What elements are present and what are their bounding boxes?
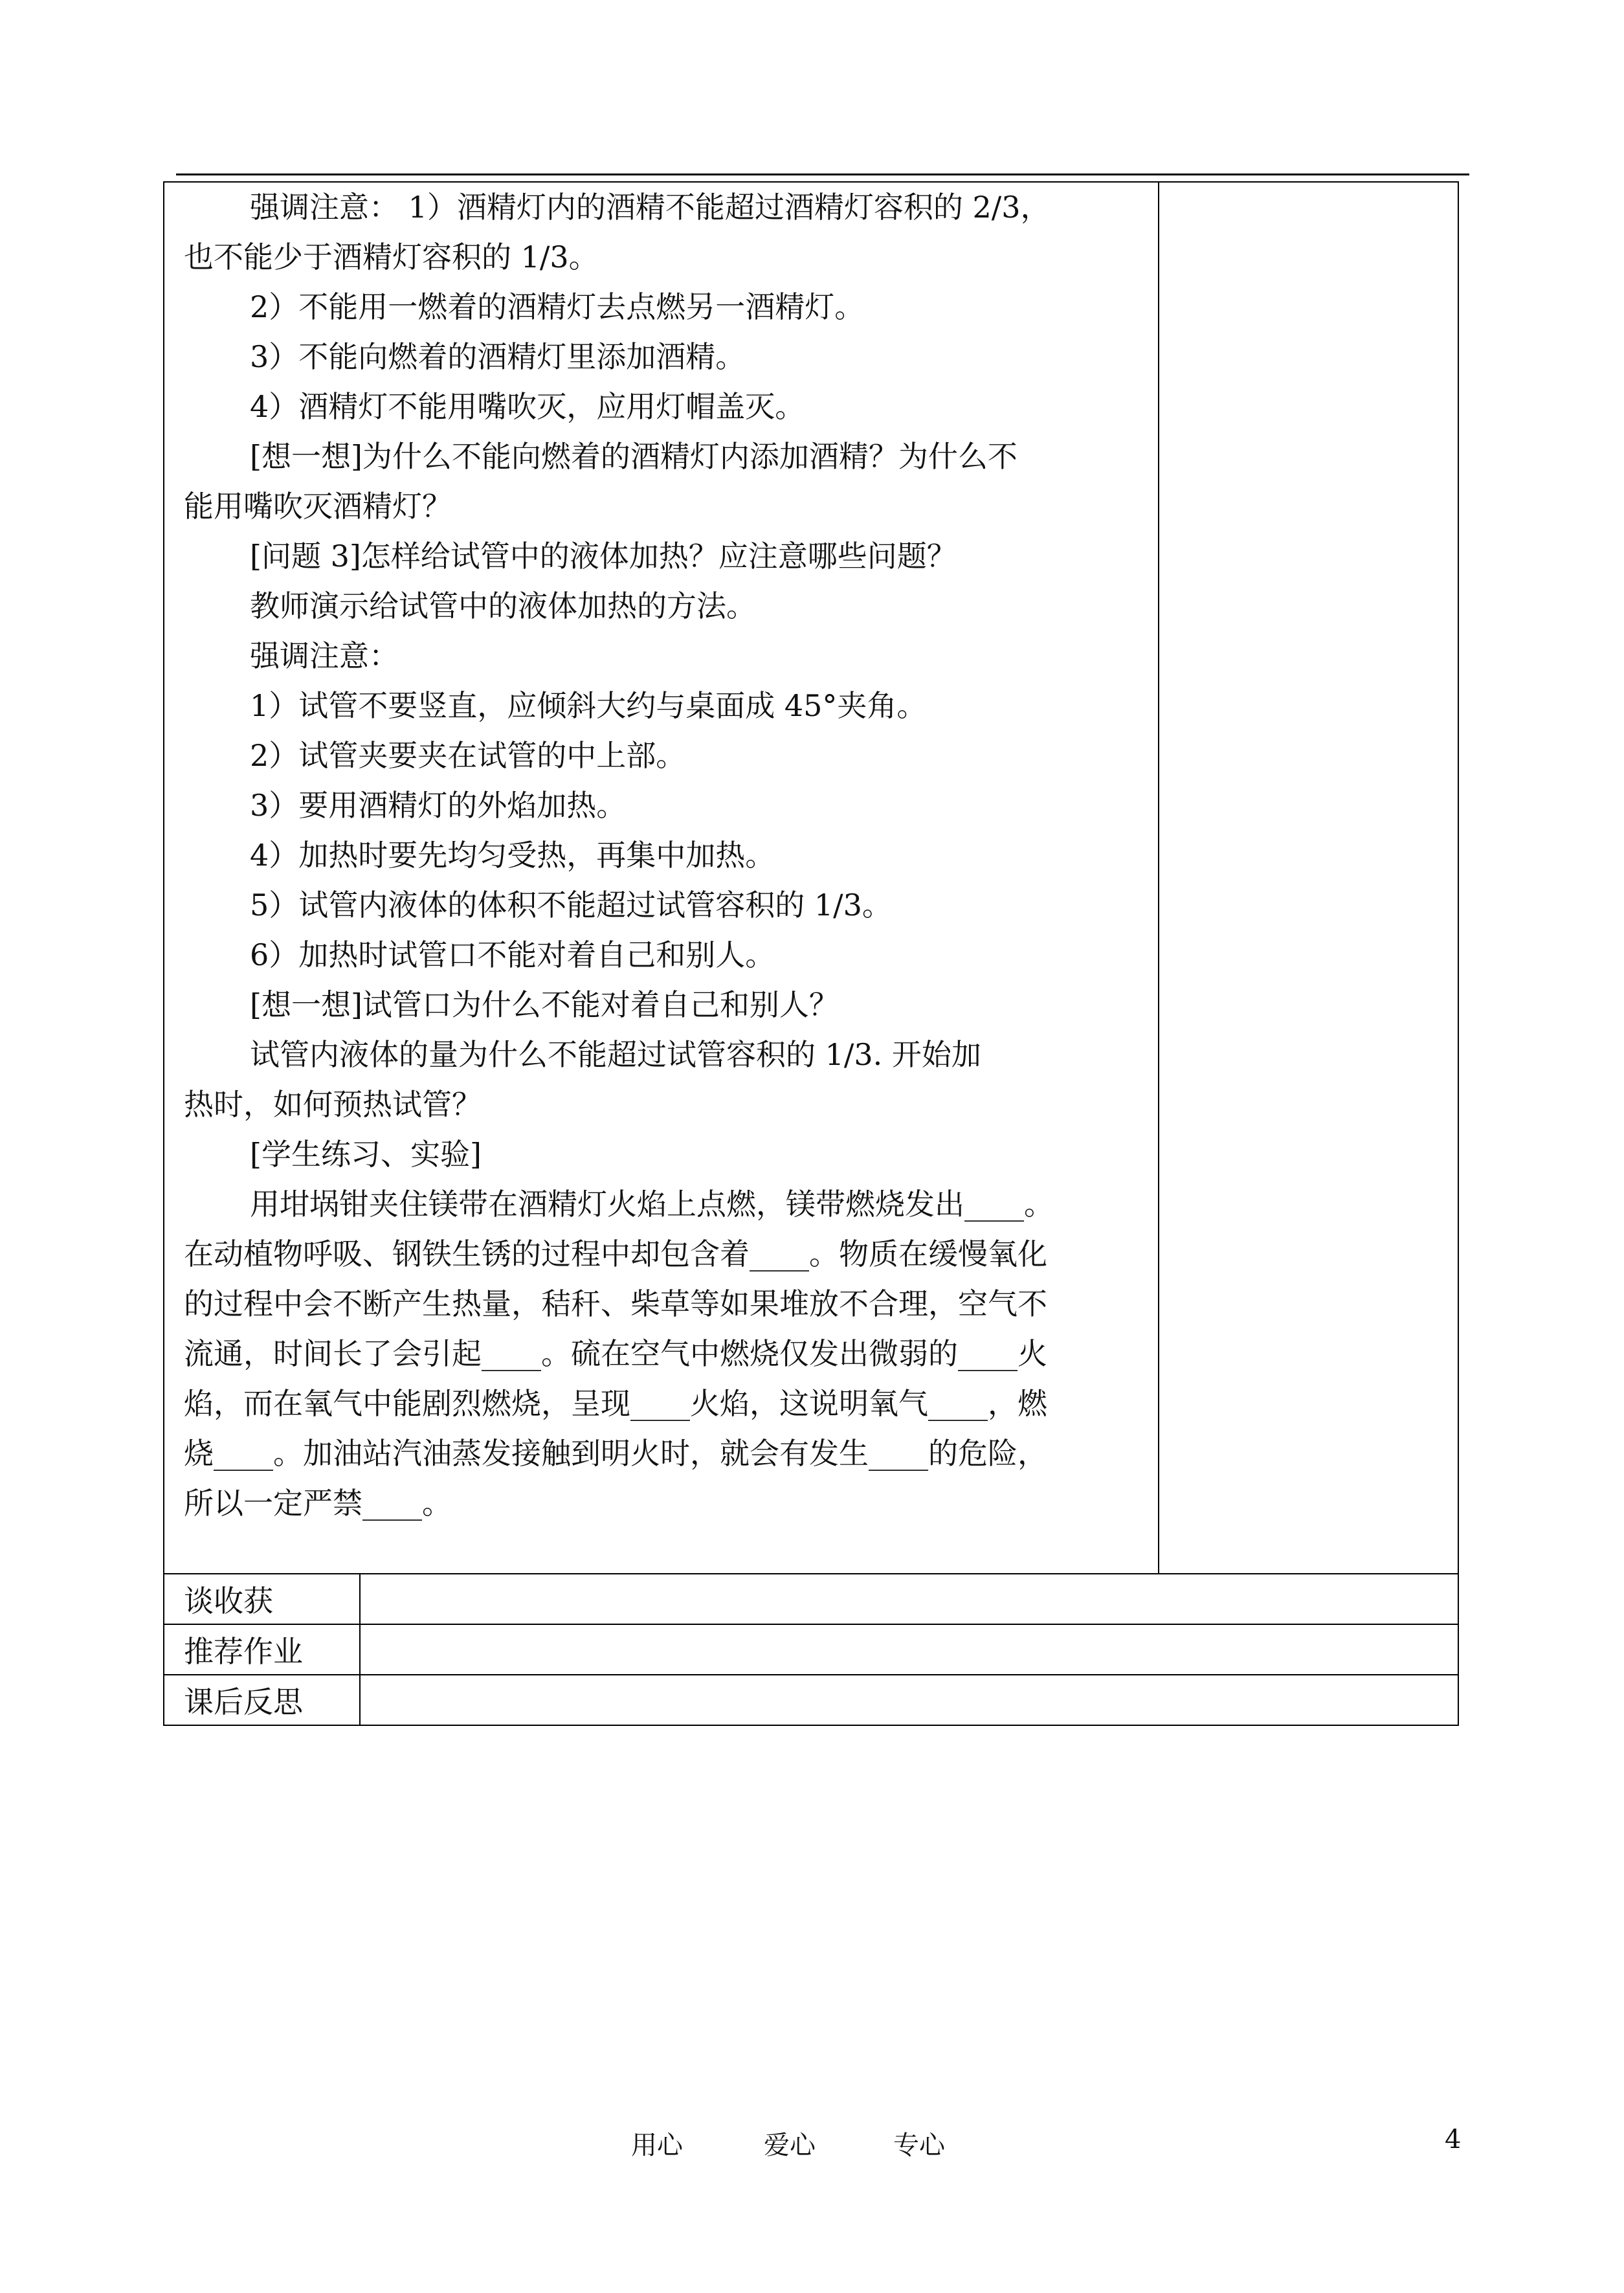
- row-value-harvest: [360, 1574, 1458, 1624]
- lesson-plan-table: [163, 181, 1459, 1726]
- header-rule: [176, 173, 1469, 175]
- content-line: 3）不能向燃着的酒精灯里添加酒精。: [250, 339, 746, 374]
- content-line: 强调注意：: [250, 638, 399, 673]
- footer-motto-3: 专心: [893, 2131, 945, 2160]
- notes-column-cell: [1159, 182, 1458, 1574]
- content-line: [想一想]试管口为什么不能对着自己和别人？: [250, 987, 839, 1022]
- table-row: [164, 1574, 1458, 1624]
- page-footer: [0, 2125, 1624, 2164]
- row-label-homework: 推荐作业: [164, 1624, 360, 1675]
- content-line: 焰，而在氧气中能剧烈燃烧，呈现____火焰，这说明氧气____，燃: [184, 1386, 1047, 1421]
- content-line: 6）加热时试管口不能对着自己和别人。: [250, 937, 775, 972]
- content-line: 用坩埚钳夹住镁带在酒精灯火焰上点燃，镁带燃烧发出____。: [250, 1187, 1054, 1222]
- content-line: 的过程中会不断产生热量，秸秆、柴草等如果堆放不合理，空气不: [184, 1286, 1047, 1321]
- content-line: 强调注意： 1）酒精灯内的酒精不能超过酒精灯容积的 2/3，: [250, 190, 1051, 225]
- page-number: 4: [1445, 2125, 1462, 2154]
- row-label-harvest: 谈收获: [164, 1574, 360, 1624]
- content-line: 3）要用酒精灯的外焰加热。: [250, 788, 627, 823]
- content-line: 1）试管不要竖直，应倾斜大约与桌面成 45°夹角。: [250, 688, 927, 723]
- row-value-homework: [360, 1624, 1458, 1675]
- content-line: 4）酒精灯不能用嘴吹灭，应用灯帽盖灭。: [250, 389, 805, 424]
- table-row: [164, 1675, 1458, 1725]
- content-line: [问题 3]怎样给试管中的液体加热？应注意哪些问题？: [250, 539, 957, 574]
- content-line: 4）加热时要先均匀受热，再集中加热。: [250, 838, 775, 873]
- content-line: [学生练习、实验]: [250, 1137, 482, 1172]
- content-line: 5）试管内液体的体积不能超过试管容积的 1/3。: [250, 888, 892, 923]
- lesson-content: [164, 183, 1158, 1528]
- row-value-reflection: [360, 1675, 1458, 1725]
- content-line: 能用嘴吹灭酒精灯？: [184, 489, 452, 524]
- content-line: [想一想]为什么不能向燃着的酒精灯内添加酒精？为什么不: [250, 439, 1018, 474]
- content-line: 教师演示给试管中的液体加热的方法。: [250, 588, 756, 623]
- content-line: 2）试管夹要夹在试管的中上部。: [250, 738, 686, 773]
- content-line: 烧____。加油站汽油蒸发接触到明火时，就会有发生____的危险，: [184, 1436, 1047, 1471]
- content-line: 在动植物呼吸、钢铁生锈的过程中却包含着____。物质在缓慢氧化: [184, 1236, 1047, 1271]
- content-line: 热时，如何预热试管？: [184, 1087, 482, 1122]
- row-label-reflection: 课后反思: [164, 1675, 360, 1725]
- content-line: 也不能少于酒精灯容积的 1/3。: [184, 240, 599, 274]
- content-line: 所以一定严禁____。: [184, 1486, 452, 1521]
- content-line: 2）不能用一燃着的酒精灯去点燃另一酒精灯。: [250, 289, 865, 324]
- footer-motto-1: 用心: [631, 2131, 683, 2160]
- table-row: [164, 1624, 1458, 1675]
- content-line: 试管内液体的量为什么不能超过试管容积的 1/3. 开始加: [250, 1037, 981, 1072]
- content-line: 流通，时间长了会引起____。硫在空气中燃烧仅发出微弱的____火: [184, 1336, 1047, 1371]
- lesson-content-cell: [164, 182, 1159, 1574]
- footer-motto-2: 爱心: [764, 2131, 816, 2160]
